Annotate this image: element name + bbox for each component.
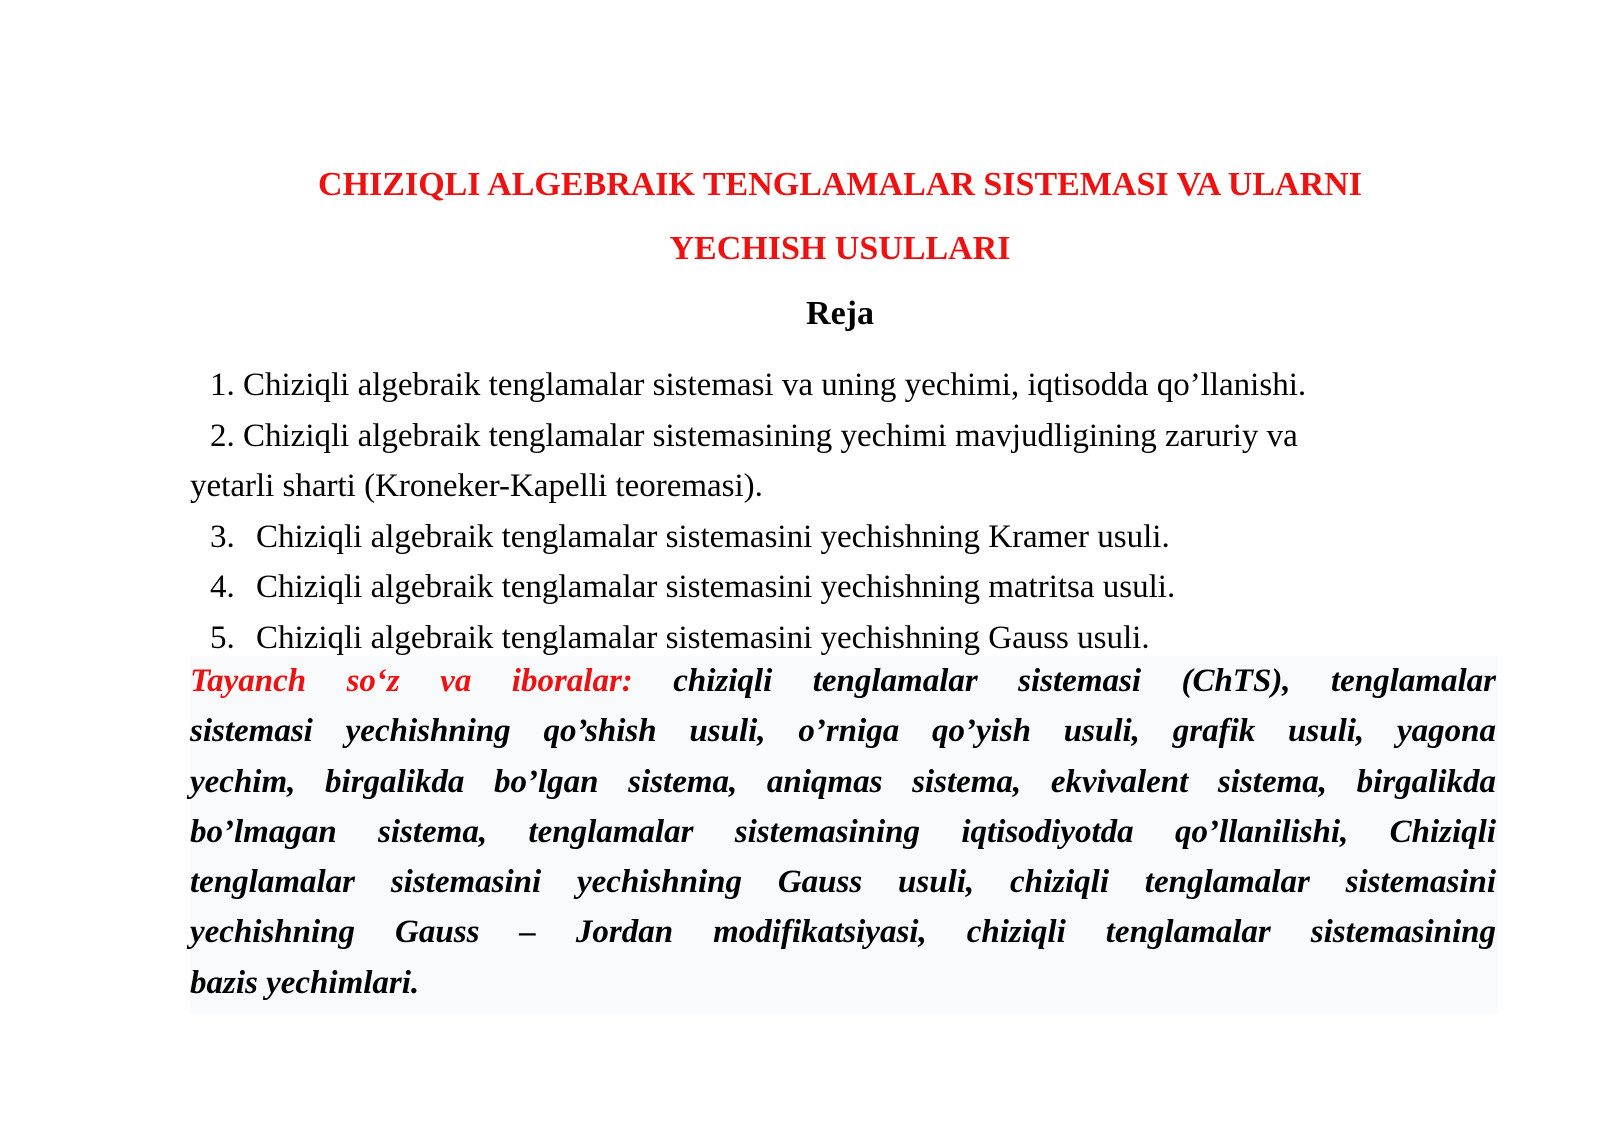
keywords-line-7: bazis yechimlari.	[190, 964, 420, 1001]
plan-item-number: 4.	[210, 569, 235, 605]
plan-item-2	[190, 411, 1500, 512]
keywords-paragraph	[190, 656, 1498, 1014]
keywords-line-1	[190, 656, 1496, 706]
document-title-line-1: CHIZIQLI ALGEBRAIK TENGLAMALAR SISTEMASI VA ULARNI	[318, 166, 1362, 203]
plan-item-text: Chiziqli algebraik tenglamalar sistemasini yechishning matritsa usuli.	[256, 569, 1176, 605]
plan-item-text: Chiziqli algebraik tenglamalar sistemasini yechishning Gauss usuli.	[256, 619, 1150, 656]
plan-item-text: Chiziqli algebraik tenglamalar sistemasi va uning yechimi, iqtisodda qo’llanishi.	[243, 367, 1307, 403]
plan-item-number: 5.	[210, 619, 235, 656]
plan-item-continuation: yetarli sharti (Kroneker-Kapelli teoremasi).	[190, 468, 763, 504]
plan-item-3	[190, 512, 1500, 563]
plan-item-number: 1.	[210, 367, 235, 403]
plan-item-text: Chiziqli algebraik tenglamalar sistemasining yechimi mavjudligining zaruriy va	[243, 417, 1298, 454]
keywords-line-4: bo’lmagan sistema, tenglamalar sistemasining iqtisodiyotda qo’llanilishi, Chiziqli	[190, 813, 1496, 850]
document-title-line-2: YECHISH USULLARI	[669, 230, 1011, 267]
plan-item-text: Chiziqli algebraik tenglamalar sistemasini yechishning Kramer usuli.	[256, 518, 1170, 555]
keywords-line-3: yechim, birgalikda bo’lgan sistema, aniqmas sistema, ekvivalent sistema, birgalikda	[190, 763, 1496, 800]
keywords-line-2: sistemasi yechishning qo’shish usuli, o’rniga qo’yish usuli, grafik usuli, yagona	[190, 713, 1496, 750]
plan-heading: Reja	[806, 295, 874, 332]
plan-item-number: 2.	[210, 417, 235, 454]
plan-item-1	[190, 360, 1500, 411]
keywords-line-5: tenglamalar sistemasini yechishning Gauss usuli, chiziqli tenglamalar sistemasini	[190, 864, 1496, 901]
keywords-label: Tayanch so‘z va iboralar:	[190, 663, 633, 699]
plan-item-number: 3.	[210, 518, 235, 555]
plan-item-4	[190, 562, 1500, 613]
plan-list	[190, 360, 1500, 663]
keywords-line-6: yechishning Gauss – Jordan modifikatsiyasi, chiziqli tenglamalar sistemasining	[190, 914, 1496, 951]
keywords-text: chiziqli tenglamalar sistemasi (ChTS), tenglamalar	[673, 663, 1497, 699]
